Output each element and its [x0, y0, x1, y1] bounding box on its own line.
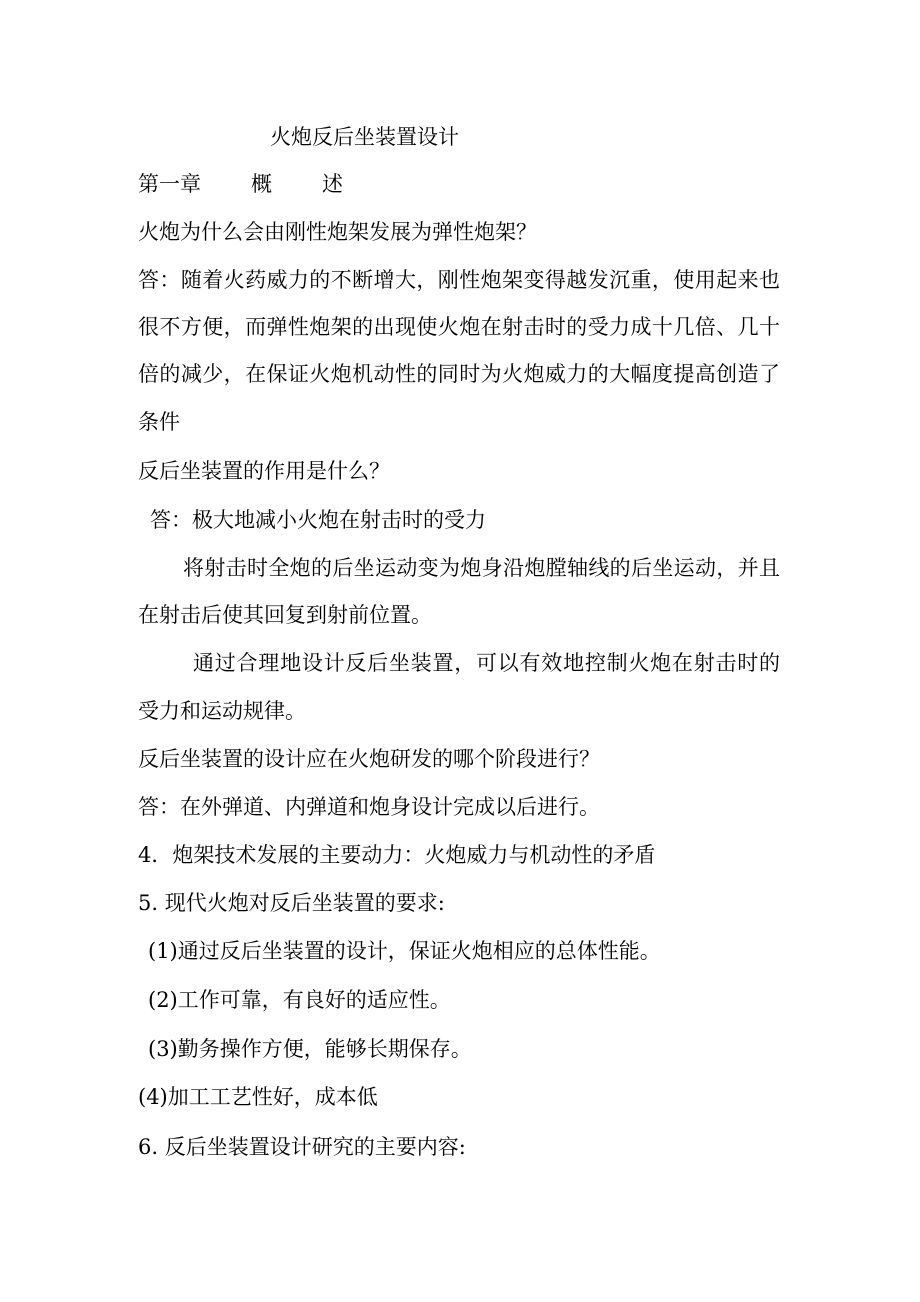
question: 火炮为什么会由刚性炮架发展为弹性炮架？: [138, 220, 537, 244]
paragraph-line: 在射击后使其回复到射前位置。: [138, 603, 432, 627]
list-item: 4．炮架技术发展的主要动力：火炮威力与机动性的矛盾: [138, 843, 656, 867]
question: 反后坐装置的作用是什么？: [138, 459, 390, 483]
sub-list-item: (4)加工工艺性好，成本低: [138, 1085, 378, 1109]
chapter-heading: [138, 170, 393, 198]
list-item: 6. 反后坐装置设计研究的主要内容:: [138, 1135, 466, 1159]
chapter-number: 第一章: [138, 172, 201, 196]
question: 反后坐装置的设计应在火炮研发的哪个阶段进行？: [138, 747, 600, 771]
answer-line: 答：随着火药威力的不断增大，刚性炮架变得越发沉重，使用起来也: [138, 268, 780, 292]
list-item: 5. 现代火炮对反后坐装置的要求:: [138, 891, 445, 915]
answer-line: 倍的减少，在保证火炮机动性的同时为火炮威力的大幅度提高创造了: [138, 362, 780, 386]
sub-list-item: (1)通过反后坐装置的设计，保证火炮相应的总体性能。: [148, 939, 661, 963]
answer-line: 答：在外弹道、内弹道和炮身设计完成以后进行。: [138, 795, 600, 819]
chapter-word: 概: [251, 172, 272, 196]
answer-line: 答：极大地减小火炮在射击时的受力: [150, 508, 486, 532]
document-title: 火炮反后坐装置设计: [270, 125, 459, 149]
paragraph-line: 受力和运动规律。: [138, 699, 306, 723]
answer-line: 很不方便，而弹性炮架的出现使火炮在射击时的受力成十几倍、几十: [138, 315, 780, 339]
sub-list-item: (3)勤务操作方便，能够长期保存。: [148, 1037, 472, 1061]
chapter-word: 述: [322, 172, 343, 196]
sub-list-item: (2)工作可靠，有良好的适应性。: [148, 988, 451, 1012]
paragraph-line: 通过合理地设计反后坐装置，可以有效地控制火炮在射击时的: [193, 651, 780, 675]
paragraph-line: 将射击时全炮的后坐运动变为炮身沿炮膛轴线的后坐运动，并且: [183, 556, 780, 580]
answer-line: 条件: [138, 410, 180, 434]
